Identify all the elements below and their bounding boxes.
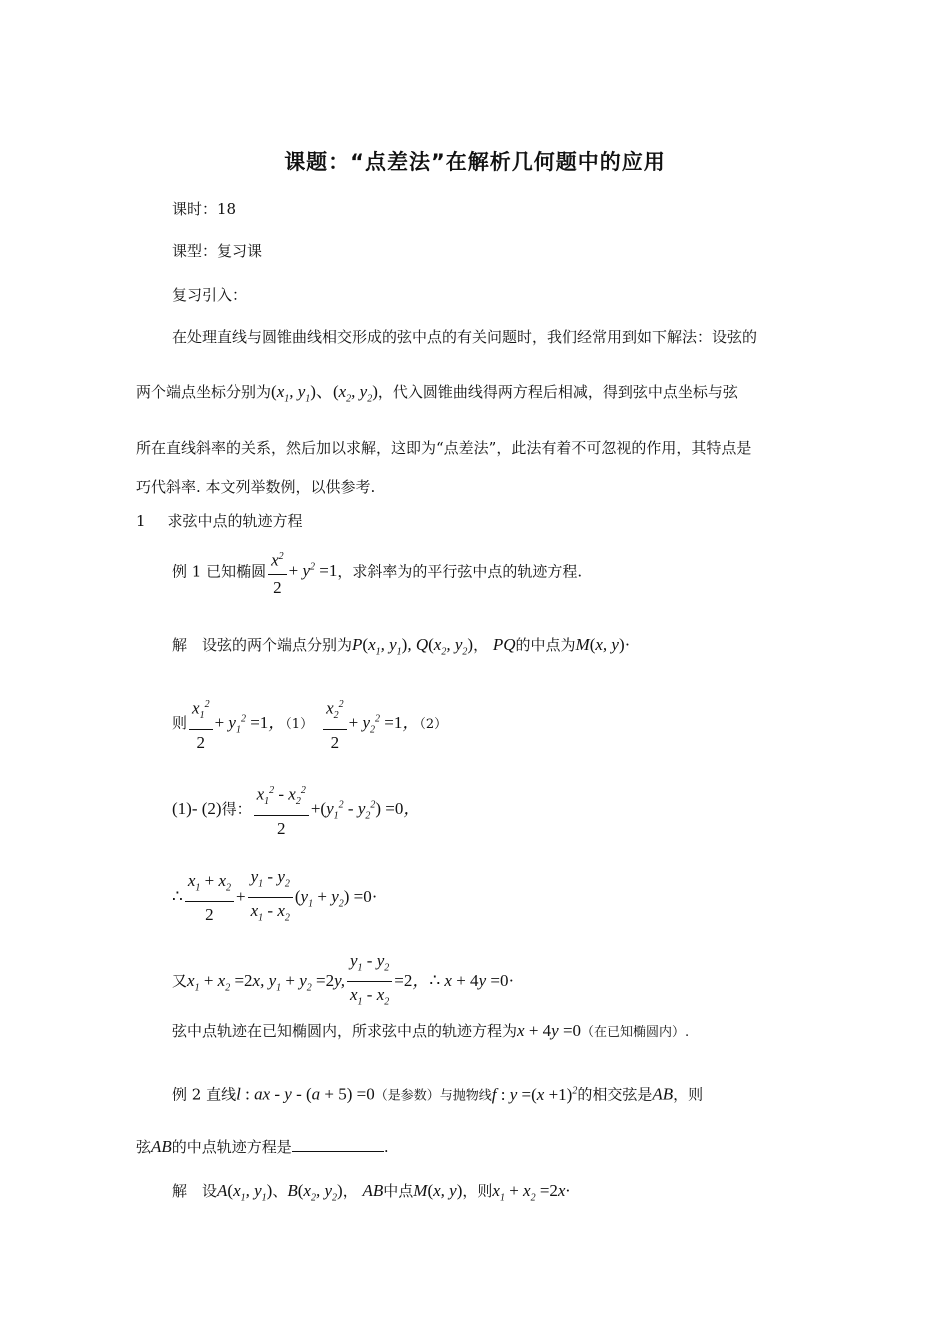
subtraction-rest: $+(y_1^2 - y_2^2) =0$， — [310, 799, 421, 822]
intro-paragraph-line-4: 巧代斜率. 本文列举数例，以供参考. — [136, 478, 376, 496]
intro-paragraph-line-2 — [136, 381, 738, 410]
question-prefix: 弦 — [136, 1138, 152, 1156]
chord-ab-2: AB — [151, 1137, 172, 1156]
equation-1-tag: （1） — [285, 717, 314, 733]
equation-1-rest: + $y_1^2 =1$， — [214, 713, 286, 736]
therefore-symbol: ∴ — [172, 886, 183, 906]
equation-2-tag: （2） — [419, 717, 448, 733]
page-title: 课题：“点差法”在解析几何题中的应用 — [284, 150, 666, 174]
example-1-suffix: ，求斜率为的平行弦中点的轨迹方程. — [337, 562, 583, 581]
parabola-equation: f : $y =(x +1)^2$ — [491, 1084, 578, 1104]
also-word: 又 — [172, 971, 188, 990]
slope-fraction: $\frac{y_1 - y_2}{x_1 - x_2}$ — [248, 866, 293, 930]
example-1-conclusion — [172, 1020, 689, 1044]
intro-heading: 复习引入： — [172, 286, 248, 304]
plus-sign: + — [236, 886, 246, 906]
conclusion-prefix: 弦中点轨迹在已知椭圆内，所求弦中点的轨迹方程为 — [172, 1022, 518, 1040]
sum-x-formula: $x_1 + x_2 =2x\cdot$ — [492, 1181, 570, 1204]
question-text: 的中点轨迹方程是 — [171, 1138, 292, 1156]
slope-value: =2， — [394, 970, 430, 990]
subtraction-fraction: $\frac{x_1^2 - x_2^2}{2}$ — [254, 780, 309, 840]
locus-equation: x + 4y =0 — [517, 1021, 582, 1040]
example-2-mid-text: 的相交弦是 — [577, 1085, 653, 1104]
example-1-statement — [172, 546, 582, 599]
segment-pq: PQ — [492, 635, 516, 654]
then-word: 则 — [172, 714, 188, 733]
point-a-formula: $A(x_1$, $y_1$) — [217, 1181, 273, 1204]
section-1-heading — [136, 510, 303, 532]
lesson-type: 课型：复习课 — [172, 242, 263, 260]
comma-2: ， — [342, 1182, 363, 1200]
intro-line2-suffix: ，代入圆锥曲线得两方程后相减，得到弦中点坐标与弦 — [377, 383, 738, 401]
separator: 、 — [272, 1182, 288, 1200]
solution-1-prefix: 解 设弦的两个端点分别为 — [172, 636, 353, 654]
answer-blank — [292, 1137, 384, 1152]
slope-fraction-2: $\frac{y_1 - y_2}{x_1 - x_2}$ — [347, 950, 392, 1014]
sum-fraction: $\frac{x_1 + x_2}{2}$ — [185, 870, 234, 926]
solution-1-midpoint-text: 的中点为 — [515, 636, 576, 654]
conclusion-suffix: （在已知椭圆内）. — [581, 1025, 690, 1040]
example-2-question — [136, 1136, 389, 1158]
example-1-substitution — [172, 950, 514, 1014]
substitution-formula: $x_1 + x_2 =2x$, $y_1 + y_2 =2y$, — [187, 970, 345, 994]
example-1-solution-setup — [172, 634, 630, 663]
comma: ， — [473, 636, 493, 654]
equation-1-fraction: $\frac{x_1^2}{2}$ — [189, 694, 213, 754]
section-number: 1 — [136, 512, 146, 530]
midpoint-m-formula-2: M(x, y) — [413, 1181, 463, 1200]
equation-2-rest: + $y_2^2 =1$， — [348, 713, 420, 736]
intro-paragraph-line-3: 所在直线斜率的关系，然后加以求解，这即为“点差法”，此法有着不可忽视的作用，其特点是 — [136, 439, 752, 457]
example-2-suffix: ，则 — [673, 1085, 704, 1104]
example-1-equations — [172, 694, 447, 754]
example-2-solution — [172, 1180, 570, 1209]
example-1-therefore — [172, 866, 377, 930]
endpoints-pq-formula: $P(x_1$, $y_1$), $Q(x_2$, $y_2$) — [352, 635, 474, 658]
solution-2-midpoint-text: 中点 — [383, 1182, 414, 1200]
subtraction-label: (1)- (2) — [172, 799, 222, 819]
intro-paragraph-line-1: 在处理直线与圆锥曲线相交形成的弦中点的有关问题时，我们经常用到如下解法：设弦的 — [172, 328, 758, 346]
solution-2-then: ，则 — [462, 1182, 493, 1200]
subtraction-text: 得： — [221, 800, 252, 819]
segment-ab: AB — [362, 1181, 384, 1200]
midpoint-m-formula: M(x, y)· — [575, 635, 631, 654]
example-1-prefix: 例 1 已知椭圆 — [172, 562, 267, 581]
equation-2-fraction: $\frac{x_2^2}{2}$ — [323, 694, 347, 754]
intro-line2-prefix: 两个端点坐标分别为 — [136, 383, 272, 401]
ellipse-x-term: $\frac{x^2}{2}$ — [268, 546, 287, 599]
question-end: . — [383, 1138, 389, 1156]
lesson-hours: 课时：18 — [172, 200, 237, 218]
locus-result: ∴ x + 4y =0· — [429, 970, 515, 990]
example-2-statement — [172, 1080, 703, 1108]
section-title: 求弦中点的轨迹方程 — [167, 512, 303, 530]
solution-2-prefix: 解 设 — [172, 1182, 218, 1200]
chord-ab: AB — [652, 1084, 674, 1104]
therefore-rest: $(y_1 + y_2) =0\cdot$ — [294, 886, 378, 910]
line-l-equation: l : ax - y - (a + 5) =0 — [236, 1084, 375, 1104]
ellipse-equation-rest: + $y^2 =1$ — [288, 561, 338, 581]
example-2-prefix: 例 2 直线 — [172, 1085, 237, 1104]
endpoint-coordinates-formula: ($x_1$, $y_1$)、($x_2$, $y_2$) — [271, 382, 378, 405]
point-b-formula: $B(x_2$, $y_2$) — [287, 1181, 343, 1204]
parameter-note: （是参数）与抛物线 — [374, 1088, 492, 1104]
example-1-subtraction — [172, 780, 420, 840]
